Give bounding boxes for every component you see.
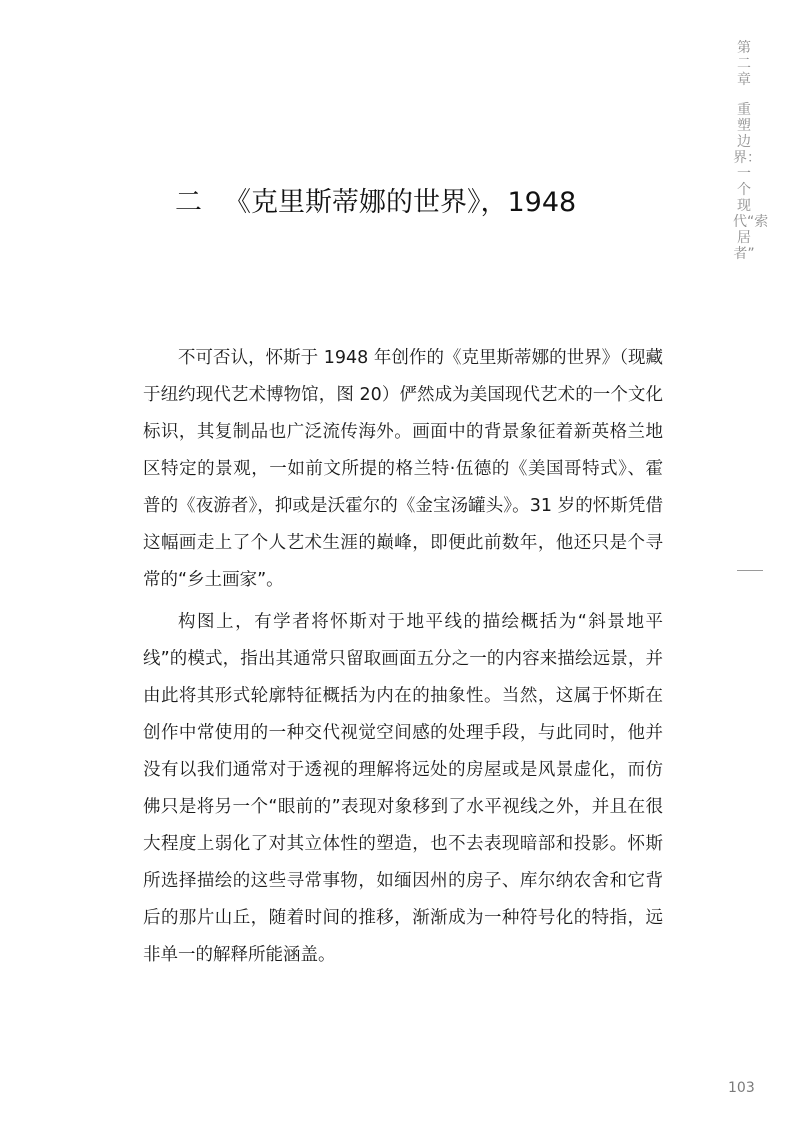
paragraph: 不可否认，怀斯于 1948 年创作的《克里斯蒂娜的世界》（现藏于纽约现代艺术博物馆，图 20）俨然成为美国现代艺术的一个文化标识，其复制品也广泛流传海外。画面中的背景象征着新英格兰地区特定的景观，一如前文所提的格兰特·伍德的《美国哥特式》、霍普的《夜游者》，抑或是沃霍尔的《金宝汤罐头》。31 岁的怀斯凭借这幅画走上了个人艺术生涯的巅峰，即便此前数年，他还只是个寻常的“乡土画家”。: [143, 348, 663, 590]
paragraph: 构图上，有学者将怀斯对于地平线的描绘概括为“斜景地平线”的模式，指出其通常只留取画面五分之一的内容来描绘远景，并由此将其形式轮廓特征概括为内在的抽象性。当然，这属于怀斯在创作中常使用的一种交代视觉空间感的处理手段，与此同时，他并没有以我们通常对于透视的理解将远处的房屋或是风景虚化，而仿佛只是将另一个“眼前的”表现对象移到了水平视线之外，并且在很大程度上弱化了对其立体性的塑造，也不去表现暗部和投影。怀斯所选择描绘的这些寻常事物，如缅因州的房子、库尔纳农舍和它背后的那片山丘，随着时间的推移，渐渐成为一种符号化的特指，远非单一的解释所能涵盖。: [143, 612, 663, 965]
running-header-gap: [733, 88, 755, 102]
margin-rule: [737, 570, 763, 571]
running-header-title: 重塑边界：一个现代“索居者”: [733, 102, 769, 262]
page-number: 103: [728, 1080, 755, 1096]
section-number: 二: [175, 187, 202, 218]
running-header: [733, 40, 769, 262]
section-title: 《克里斯蒂娜的世界》，1948: [224, 187, 577, 218]
running-header-chapter: 第二章: [737, 40, 751, 88]
section-heading: [175, 183, 576, 223]
body-text: [143, 340, 663, 979]
